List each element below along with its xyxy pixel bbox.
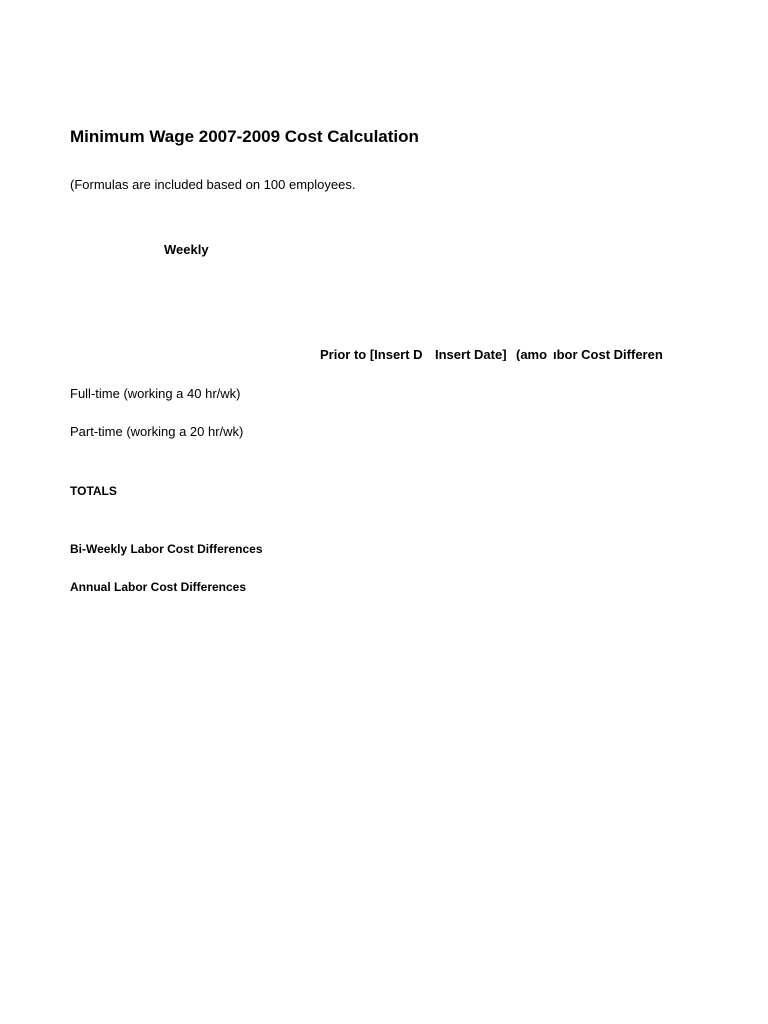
section-label-weekly: Weekly: [164, 242, 209, 257]
column-header-labor-cost-difference: ıbor Cost Differen: [553, 348, 663, 361]
column-header-insert-date: Insert Date]: [435, 348, 507, 361]
biweekly-cost-label: Bi-Weekly Labor Cost Differences: [70, 542, 263, 556]
totals-label: TOTALS: [70, 484, 117, 498]
column-header-prior: Prior to [Insert D: [320, 348, 423, 361]
column-header-amount: (amo: [516, 348, 548, 361]
table-row-part-time: Part-time (working a 20 hr/wk): [70, 424, 244, 439]
table-header-row: [320, 348, 683, 361]
annual-cost-label: Annual Labor Cost Differences: [70, 580, 247, 594]
page-title: Minimum Wage 2007-2009 Cost Calculation: [70, 127, 419, 146]
formula-note: (Formulas are included based on 100 employees.: [70, 177, 356, 192]
table-row-full-time: Full-time (working a 40 hr/wk): [70, 386, 241, 401]
